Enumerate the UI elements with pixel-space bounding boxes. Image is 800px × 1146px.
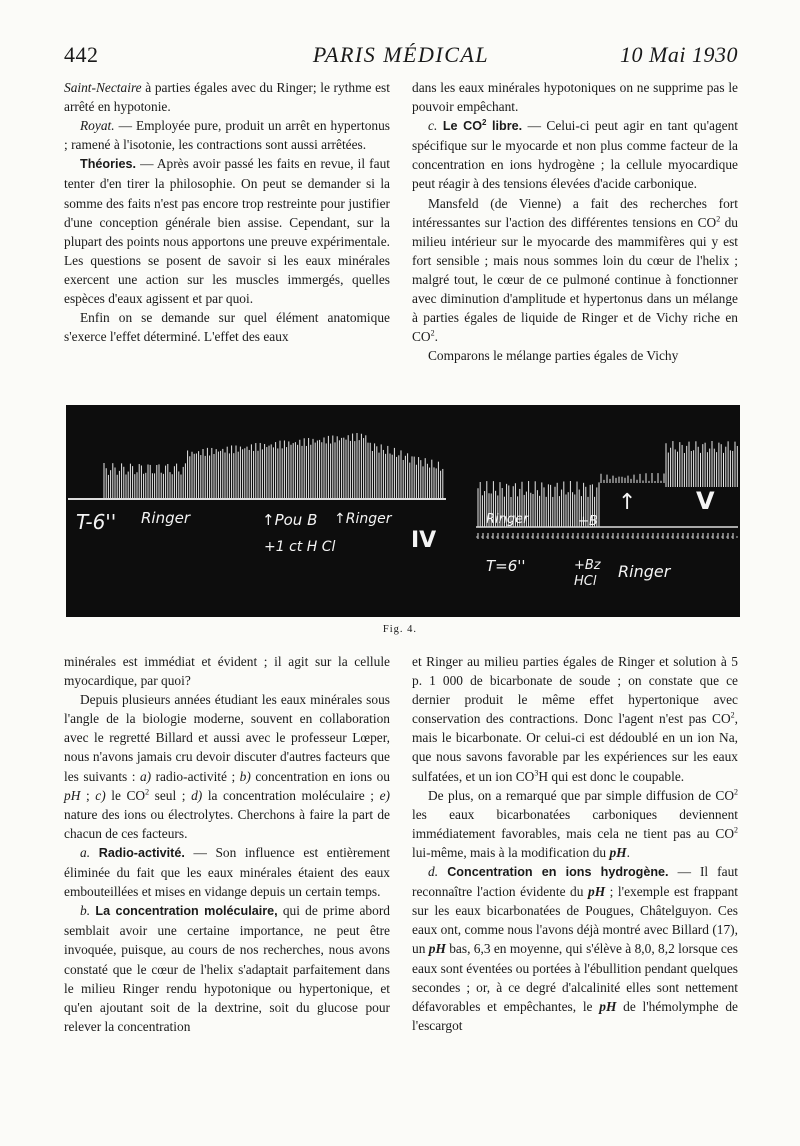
paragraph: [64, 154, 390, 308]
paragraph: a. Radio-activité. — Son influence est entièrement éliminée du fait que les eaux minérales étaient des eaux embouteillées et mises en vidange depuis un certain temps.: [64, 844, 391, 900]
kymograph-figure: [66, 405, 740, 617]
label-ringer-bottom: Ringer: [618, 562, 671, 581]
kymograph-traces: [66, 405, 740, 617]
running-header: [64, 42, 738, 72]
paragraph-text: Enfin on se demande sur quel élément anatomique s'exerce l'effet déterminé. L'effet des eaux: [64, 310, 390, 345]
label-bz: +Bz: [574, 558, 601, 573]
section-heading: La concentration moléculaire,: [90, 904, 278, 919]
paragraph: [412, 346, 738, 365]
section-heading: Théories.: [80, 157, 136, 172]
paragraph-text: à parties égales avec du Ringer; le rythme est arrêté en hypotonie.: [64, 80, 390, 115]
column-top-left: [64, 78, 390, 346]
label-time-left: T-6'': [76, 510, 117, 534]
figure-caption: Fig. 4.: [382, 624, 418, 635]
paragraph: minérales est immédiat et évident ; il agit sur la cellule myocardique, par quoi?: [64, 654, 390, 689]
page-number: 442: [64, 42, 99, 67]
paragraph: [64, 78, 390, 116]
paragraph: [64, 116, 390, 154]
label-hcl-left: +1 ct H Cl: [264, 539, 336, 555]
issue-date: 10 Mai 1930: [620, 42, 738, 67]
section-heading: Radio-activité.: [90, 845, 185, 860]
paragraph-text: dans les eaux minérales hypotoniques on ne supprime pas le pouvoir empêchant.: [412, 80, 738, 115]
paragraph: [64, 308, 390, 346]
paragraph-text: — Employée pure, produit un arrêt en hypertonus ; ramené à l'isotonie, les contractions sont aussi arrêtées.: [64, 118, 390, 153]
label-ringer-right: Ringer: [486, 512, 529, 527]
paragraph: Mansfeld (de Vienne) a fait des recherches fort intéressantes sur l'action des différentes tensions en $CO^2$ du milieu intérieur sur le myocarde des mammifères qui y est fort sensible ; mais nous sommes loin du cœur de l'helix ; malgré tout, le cœur de ce pulmoné continue à fonctionner avec diminution d'amplitude et hypertonus dans un mélange à parties égales de liquide de Ringer et de Vichy riche en $CO^2$.: [412, 195, 738, 345]
paragraph-text: — Celui-ci peut agir en tant qu'agent spécifique sur le myocarde et non plus comme facteur de la concentration en ions hydrogène ; la cellule myocardique peut réagir à des tensions élevées d'acide carbonique.: [412, 118, 738, 192]
paragraph-lead: Saint-Nectaire: [64, 80, 142, 95]
label-pou-b: ↑Pou B: [262, 511, 318, 529]
label-ringer-left: Ringer: [141, 509, 191, 527]
label-figure-iv: IV: [411, 528, 437, 553]
section-heading: Concentration en ions hydrogène.: [438, 865, 669, 880]
label-ringer-arrow: ↑Ringer: [334, 511, 392, 527]
column-bottom-right: [412, 652, 738, 1035]
label-time-right: T=6'': [486, 557, 526, 575]
paragraph: b. La concentration moléculaire, qui de prime abord semblait avoir une certaine importance, ne peut être invoquée, puisque, au cours de nos recherches, nous avons constaté que le cœur de l'helix s'adaptait parfaitement dans le milieu Ringer rendu hypotonique ou hypertonique, et qu'en ajoutant soit de la dextrine, soit du glucose pour relever la concentration: [64, 903, 390, 1034]
label-figure-v: V: [696, 487, 715, 515]
section-letter: c.: [428, 118, 438, 134]
label-hcl-right: HCl: [574, 574, 597, 589]
paragraph: et Ringer au milieu parties égales de Ringer et solution à 5 p. 1 000 de bicarbonate de soude ; on constate que ce dernier produit le même effet hypertonique avec conservation des contractions. Donc l'agent n'est pas $CO^2$, mais le bicarbonate. Or celui-ci est dédoublé en un ion Na, que nous savons favorable par les expériences sur les eaux sulfatées, et un ion $CO^3H$ qui est donc le coupable.: [412, 654, 738, 784]
column-bottom-left: [64, 652, 390, 1036]
paragraph-text: — Après avoir passé les faits en revue, il faut tenter d'en tirer la philosophie. On peut se demander si la somme des faits n'est pas encore trop restreinte pour justifier d'une conception générale bien assise. Cependant, sur la plupart des points nous apportons une preuve expérimentale. Les questions se posent de savoir si les eaux minérales exercent une action sur les muscles immergés, quelles espèces d'eaux agissent et par quoi.: [64, 156, 390, 307]
column-top-right: [412, 78, 738, 365]
label-b-right: +B: [578, 514, 598, 529]
label-arrow-right: ↑: [618, 490, 637, 515]
paragraph: Depuis plusieurs années étudiant les eaux minérales sous l'angle de la biologie moderne, souvent en collaboration avec le regretté Billard et aussi avec le professeur Lœper, nous n'avons jamais cru devoir discuter d'autres facteurs que les suivants : a) radio-activité ; b) concentration en ions ou pH ; c) le $CO^2$ seul ; d) la concentration moléculaire ; e) nature des ions ou électrolytes. Cherchons à faire la part de chacun de ces facteurs.: [64, 692, 390, 841]
journal-title: PARIS MÉDICAL: [312, 42, 490, 67]
paragraph-lead: Royat.: [80, 118, 115, 134]
paragraph: [412, 78, 738, 116]
paragraph: [412, 116, 738, 193]
paragraph: De plus, on a remarqué que par simple diffusion de $CO^2$ les eaux bicarbonatées carboniques deviennent immédiatement favorables, mais cela ne tient pas au $CO^2$ lui-même, mais à la modification du pH.: [412, 787, 738, 860]
section-heading: Le $CO^2$ libre.: [437, 118, 523, 134]
paragraph: d. Concentration en ions hydrogène. — Il faut reconnaître l'action évidente du pH ; l'exemple est frappant sur les eaux bicarbonatées de Pougues, Châtelguyon. Ces eaux ont, comme nous l'avons déjà montré avec Billard (17), un pH bas, 6,3 en moyenne, qui s'élève à 8,0, 8,2 lorsque ces eaux sont éventées ou portées à l'ébullition pendant quelques secondes ; or, à ce degré d'alcalinité elles sont nettement défavorables et empêchantes, le pH de l'hémolymphe de l'escargot: [412, 864, 738, 1033]
paragraph-text: Comparons le mélange parties égales de Vichy: [428, 348, 679, 364]
